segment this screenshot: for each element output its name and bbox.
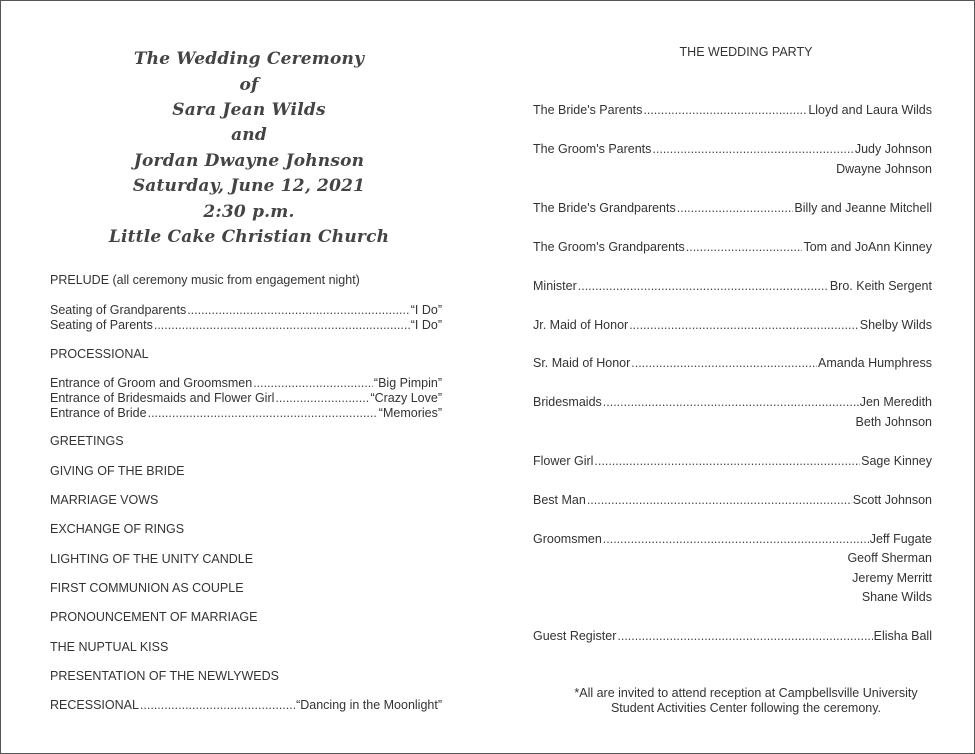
ceremony-title-line-2: of	[239, 75, 259, 95]
dot-leader	[643, 103, 807, 117]
dot-leader	[154, 318, 410, 332]
role-label: Best Man	[533, 493, 586, 507]
party-row-flower-girl	[533, 454, 932, 468]
role-name-extra: Beth Johnson	[855, 415, 932, 429]
dot-leader	[578, 279, 829, 293]
dot-leader	[603, 395, 859, 409]
section-nuptual-kiss: THE NUPTUAL KISS	[50, 640, 169, 654]
role-name: Bro. Keith Sergent	[829, 279, 932, 293]
ceremony-title-line-6: Saturday, June 12, 2021	[132, 176, 366, 196]
party-row-guest-register	[533, 629, 932, 643]
wedding-party-heading: THE WEDDING PARTY	[679, 45, 813, 59]
role-name: Billy and Jeanne Mitchell	[794, 201, 932, 215]
role-label: The Groom's Parents	[533, 142, 652, 156]
recessional-line	[50, 698, 442, 712]
party-row-minister	[533, 279, 932, 293]
entrance-groom-song: “Big Pimpin”	[373, 376, 442, 390]
recessional-song: “Dancing in the Moonlight”	[296, 698, 442, 712]
role-label: Groomsmen	[533, 532, 602, 546]
dot-leader	[631, 356, 817, 370]
role-label: Guest Register	[533, 629, 617, 643]
seating-grandparents-line	[50, 303, 442, 317]
role-name: Sage Kinney	[861, 454, 932, 468]
entrance-bride-song: “Memories”	[378, 406, 442, 420]
dot-leader	[253, 376, 373, 390]
role-label: Minister	[533, 279, 577, 293]
section-giving-of-bride: GIVING OF THE BRIDE	[50, 464, 185, 478]
section-presentation: PRESENTATION OF THE NEWLYWEDS	[50, 669, 279, 683]
role-name: Judy Johnson	[854, 142, 932, 156]
party-row-grooms-parents	[533, 142, 932, 156]
dot-leader	[275, 391, 369, 405]
role-name: Jeff Fugate	[869, 532, 932, 546]
entrance-groom-line	[50, 376, 442, 390]
ceremony-title-line-8: Little Cake Christian Church	[108, 227, 390, 247]
party-row-grooms-grandparents	[533, 240, 932, 254]
dot-leader	[603, 532, 869, 546]
role-label: Sr. Maid of Honor	[533, 356, 631, 370]
party-row-sr-maid-of-honor	[533, 356, 932, 370]
dot-leader	[652, 142, 853, 156]
role-name: Amanda Humphress	[818, 356, 932, 370]
processional-heading: PROCESSIONAL	[50, 347, 149, 361]
role-name: Elisha Ball	[873, 629, 932, 643]
section-first-communion: FIRST COMMUNION AS COUPLE	[50, 581, 244, 595]
role-name-extra: Geoff Sherman	[847, 551, 932, 565]
role-name: Scott Johnson	[852, 493, 932, 507]
ceremony-title-line-7: 2:30 p.m.	[203, 202, 295, 222]
seating-parents-label: Seating of Parents	[50, 318, 153, 332]
role-label: The Groom's Grandparents	[533, 240, 685, 254]
entrance-bride-label: Entrance of Bride	[50, 406, 147, 420]
dot-leader	[686, 240, 803, 254]
seating-grandparents-label: Seating of Grandparents	[50, 303, 187, 317]
entrance-bridesmaids-song: “Crazy Love”	[370, 391, 442, 405]
dot-leader	[594, 454, 860, 468]
role-label: Flower Girl	[533, 454, 594, 468]
ceremony-title-line-4: and	[231, 125, 267, 145]
ceremony-title-line-1: The Wedding Ceremony	[133, 49, 365, 69]
reception-note-line-1: *All are invited to attend reception at Campbellsville University	[574, 686, 918, 700]
role-name: Lloyd and Laura Wilds	[808, 103, 932, 117]
role-label: Bridesmaids	[533, 395, 602, 409]
role-name: Jen Meredith	[859, 395, 932, 409]
dot-leader	[677, 201, 794, 215]
dot-leader	[617, 629, 872, 643]
recessional-label: RECESSIONAL	[50, 698, 139, 712]
role-name: Shelby Wilds	[859, 318, 932, 332]
entrance-bridesmaids-line	[50, 391, 442, 405]
entrance-bride-line	[50, 406, 442, 420]
seating-grandparents-song: “I Do”	[410, 303, 442, 317]
party-row-brides-parents	[533, 103, 932, 117]
entrance-bridesmaids-label: Entrance of Bridesmaids and Flower Girl	[50, 391, 275, 405]
party-row-groomsmen	[533, 532, 932, 546]
dot-leader	[148, 406, 378, 420]
entrance-groom-label: Entrance of Groom and Groomsmen	[50, 376, 253, 390]
role-name-extra: Shane Wilds	[861, 590, 932, 604]
role-name-extra: Dwayne Johnson	[836, 162, 932, 176]
section-exchange-of-rings: EXCHANGE OF RINGS	[50, 522, 185, 536]
ceremony-title-line-5: Jordan Dwayne Johnson	[133, 151, 365, 171]
dot-leader	[187, 303, 410, 317]
party-row-jr-maid-of-honor	[533, 318, 932, 332]
section-pronouncement: PRONOUNCEMENT OF MARRIAGE	[50, 610, 258, 624]
party-row-best-man	[533, 493, 932, 507]
party-row-bridesmaids	[533, 395, 932, 409]
role-name: Tom and JoAnn Kinney	[803, 240, 932, 254]
section-marriage-vows: MARRIAGE VOWS	[50, 493, 159, 507]
seating-parents-song: “I Do”	[410, 318, 442, 332]
ceremony-title-line-3: Sara Jean Wilds	[172, 100, 326, 120]
role-label: The Bride's Grandparents	[533, 201, 676, 215]
seating-parents-line	[50, 318, 442, 332]
section-greetings: GREETINGS	[50, 434, 124, 448]
role-name-extra: Jeremy Merritt	[852, 571, 932, 585]
reception-note-line-2: Student Activities Center following the ceremony.	[610, 701, 882, 715]
role-label: Jr. Maid of Honor	[533, 318, 629, 332]
dot-leader	[629, 318, 859, 332]
party-row-brides-grandparents	[533, 201, 932, 215]
prelude-heading: PRELUDE (all ceremony music from engagement night)	[50, 273, 360, 287]
dot-leader	[587, 493, 852, 507]
section-unity-candle: LIGHTING OF THE UNITY CANDLE	[50, 552, 254, 566]
role-label: The Bride's Parents	[533, 103, 643, 117]
dot-leader	[140, 698, 295, 712]
